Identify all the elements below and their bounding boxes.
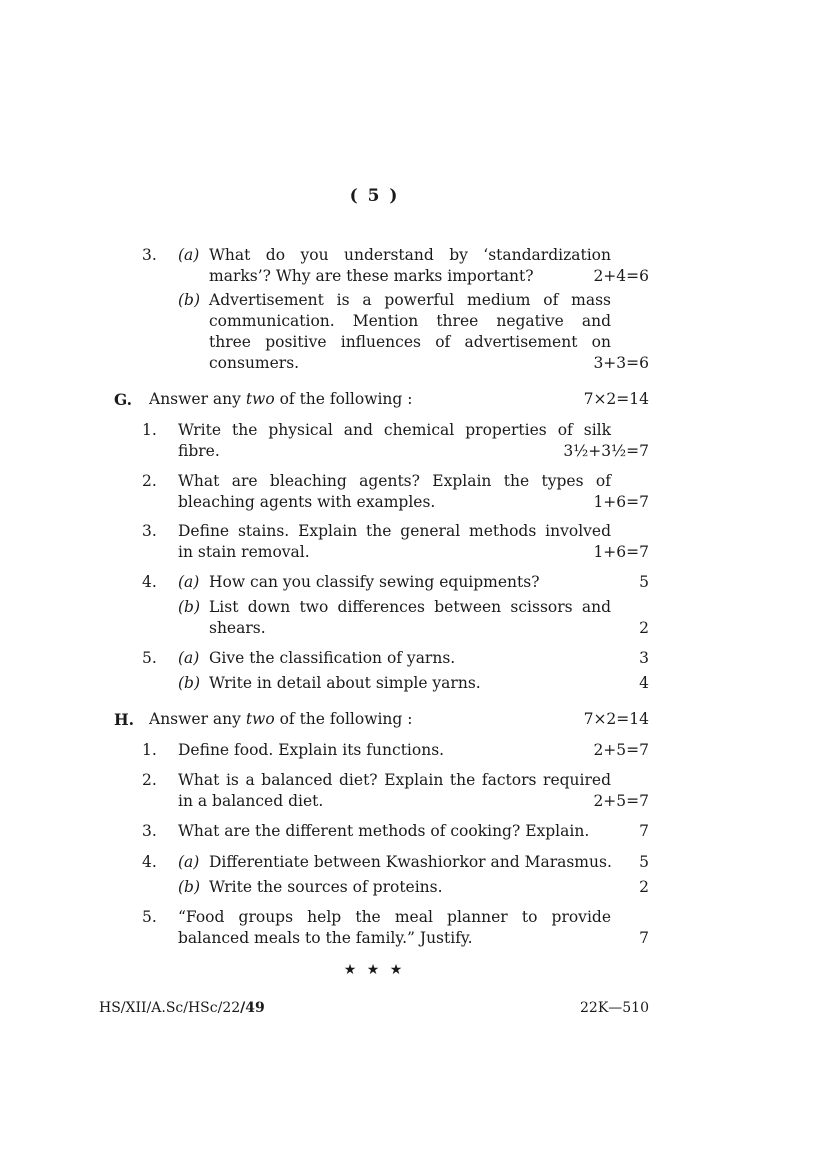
section-instruction: Answer any two of the following : bbox=[149, 390, 413, 408]
section-marks: 7×2=14 bbox=[583, 710, 649, 728]
question-text: Write the sources of proteins. bbox=[209, 878, 443, 896]
question-text: Write the physical and chemical properties of silk bbox=[178, 421, 611, 439]
question-text: What are the different methods of cooking? Explain. bbox=[178, 822, 590, 840]
question-number: 2. bbox=[142, 472, 157, 490]
question-text: marks’? Why are these marks important? bbox=[209, 267, 534, 285]
marks: 1+6=7 bbox=[593, 493, 649, 511]
marks: 3 bbox=[639, 649, 649, 667]
question-text: Define stains. Explain the general methods involved bbox=[178, 522, 611, 540]
question-text: three positive influences of advertisement on bbox=[209, 333, 611, 351]
section-instruction: Answer any two of the following : bbox=[149, 710, 413, 728]
question-text: Differentiate between Kwashiorkor and Marasmus. bbox=[209, 853, 612, 871]
subpart-label: (b) bbox=[178, 674, 201, 692]
question-number: 4. bbox=[142, 853, 157, 871]
question-text: List down two differences between scissors and bbox=[209, 598, 611, 616]
question-text: Give the classification of yarns. bbox=[209, 649, 456, 667]
question-text: balanced meals to the family.” Justify. bbox=[178, 929, 473, 947]
question-number: 3. bbox=[142, 246, 157, 264]
subpart-label: (a) bbox=[178, 246, 200, 264]
question-number: 5. bbox=[142, 908, 157, 926]
end-of-paper-mark: ★ ★ ★ bbox=[343, 962, 406, 978]
question-text: What are bleaching agents? Explain the types of bbox=[178, 472, 611, 490]
section-letter: G. bbox=[114, 390, 133, 409]
question-number: 1. bbox=[142, 421, 157, 439]
question-text: fibre. bbox=[178, 442, 220, 460]
subpart-label: (a) bbox=[178, 649, 200, 667]
question-text: communication. Mention three negative and bbox=[209, 312, 611, 330]
marks: 3½+3½=7 bbox=[563, 442, 649, 460]
question-text: “Food groups help the meal planner to provide bbox=[178, 908, 611, 926]
marks: 5 bbox=[639, 573, 649, 591]
question-text: How can you classify sewing equipments? bbox=[209, 573, 540, 591]
marks: 4 bbox=[639, 674, 649, 692]
question-text: Define food. Explain its functions. bbox=[178, 741, 445, 759]
marks: 2 bbox=[639, 878, 649, 896]
question-number: 1. bbox=[142, 741, 157, 759]
question-number: 3. bbox=[142, 822, 157, 840]
marks: 5 bbox=[639, 853, 649, 871]
marks: 2+4=6 bbox=[593, 267, 649, 285]
subpart-label: (b) bbox=[178, 878, 201, 896]
question-number: 5. bbox=[142, 649, 157, 667]
page-number: ( 5 ) bbox=[349, 186, 400, 206]
subpart-label: (a) bbox=[178, 853, 200, 871]
section-marks: 7×2=14 bbox=[583, 390, 649, 408]
subpart-label: (b) bbox=[178, 598, 201, 616]
paper-code: HS/XII/A.Sc/HSc/22/49 bbox=[99, 1000, 265, 1016]
subpart-label: (a) bbox=[178, 573, 200, 591]
question-number: 2. bbox=[142, 771, 157, 789]
section-letter: H. bbox=[114, 710, 135, 729]
question-text: What do you understand by ‘standardization bbox=[209, 246, 611, 264]
marks: 2+5=7 bbox=[593, 792, 649, 810]
question-text: Write in detail about simple yarns. bbox=[209, 674, 481, 692]
question-text: in a balanced diet. bbox=[178, 792, 324, 810]
marks: 7 bbox=[639, 822, 649, 840]
marks: 2+5=7 bbox=[593, 741, 649, 759]
marks: 1+6=7 bbox=[593, 543, 649, 561]
question-number: 3. bbox=[142, 522, 157, 540]
batch-code: 22K—510 bbox=[580, 1000, 649, 1016]
question-text: bleaching agents with examples. bbox=[178, 493, 436, 511]
marks: 2 bbox=[639, 619, 649, 637]
question-number: 4. bbox=[142, 573, 157, 591]
marks: 3+3=6 bbox=[593, 354, 649, 372]
question-text: in stain removal. bbox=[178, 543, 310, 561]
question-text: What is a balanced diet? Explain the factors required bbox=[178, 771, 611, 789]
question-text: shears. bbox=[209, 619, 266, 637]
question-text: consumers. bbox=[209, 354, 300, 372]
subpart-label: (b) bbox=[178, 291, 201, 309]
marks: 7 bbox=[639, 929, 649, 947]
question-text: Advertisement is a powerful medium of mass bbox=[209, 291, 611, 309]
